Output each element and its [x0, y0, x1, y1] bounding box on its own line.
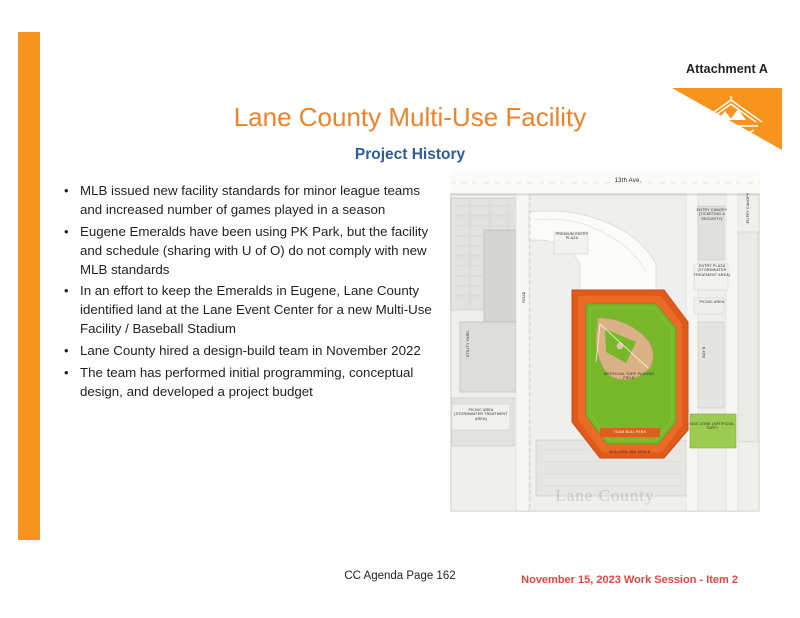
siteplan-label-team-bullpens: TEAM BULLPENS	[613, 430, 647, 434]
left-accent-bar	[18, 32, 40, 540]
bullet-text: Lane County hired a design-build team in November 2022	[80, 343, 421, 358]
lane-county-seal-icon	[688, 92, 774, 148]
list-item	[64, 342, 432, 361]
siteplan-label-entry-canopy-ticketing: ENTRY CANOPY (TICKETING & SECURITY)	[696, 208, 728, 221]
list-item	[64, 182, 432, 220]
site-plan-image	[450, 172, 760, 512]
siteplan-label-entry-canopy: ENTRY CANOPY	[746, 192, 750, 224]
siteplan-caption-13th-ave: 13th Ave.	[614, 178, 642, 184]
bullet-text: Eugene Emeralds have been using PK Park, but the facility and schedule (sharing with U of O) do not comply with new MLB standards	[80, 223, 429, 277]
bullet-text: In an effort to keep the Emeralds in Eugene, Lane County identified land at the Lane Event Center for a new Multi-Use Facility / Baseball Stadium	[80, 283, 432, 337]
footer-session-item: November 15, 2023 Work Session - Item 2	[521, 574, 738, 586]
siteplan-label-kids-zone: KIDS ZONE (ARTIFICIAL TURF)	[689, 422, 735, 431]
list-item	[64, 223, 432, 280]
list-item	[64, 282, 432, 339]
siteplan-label-road: ROAD	[522, 291, 526, 303]
siteplan-label-entry-plaza-stormwater: ENTRY PLAZA (STORMWATER TREATMENT AREA)	[693, 264, 731, 277]
bullet-text: The team has performed initial programming, conceptual design, and developed a project budget	[80, 364, 414, 399]
bullet-marker: •	[64, 343, 69, 358]
list-item	[64, 364, 432, 402]
site-plan-drawing	[450, 172, 760, 512]
page-subtitle: Project History	[354, 146, 466, 163]
siteplan-label-bullpen-3rd-space: BULLPEN 3RD SPACE	[609, 450, 651, 454]
siteplan-label-bay-b: BAY B	[702, 346, 706, 358]
bullet-list	[64, 182, 432, 405]
bullet-marker: •	[64, 183, 69, 198]
bullet-marker: •	[64, 223, 69, 239]
page-title: Lane County Multi-Use Facility	[233, 102, 587, 132]
bullet-text: MLB issued new facility standards for minor league teams and increased number of games played in a season	[80, 183, 420, 217]
footer-agenda-page: CC Agenda Page 162	[344, 570, 456, 582]
siteplan-label-picnic-stormwater: PICNIC AREA (STORMWATER TREATMENT AREA)	[454, 408, 508, 421]
siteplan-label-premium-entry-plaza: PREMIUM ENTRY PLAZA	[555, 232, 589, 241]
bullet-marker: •	[64, 283, 69, 299]
siteplan-label-picnic-area: PICNIC AREA	[699, 300, 725, 304]
attachment-label: Attachment A	[686, 62, 768, 76]
siteplan-label-playing-field: ARTIFICIAL TURF PLAYING FIELD	[603, 372, 655, 381]
siteplan-watermark: Lane County	[555, 486, 655, 505]
bullet-marker: •	[64, 364, 69, 380]
siteplan-label-utility-yard: UTILITY YARD	[466, 330, 470, 358]
